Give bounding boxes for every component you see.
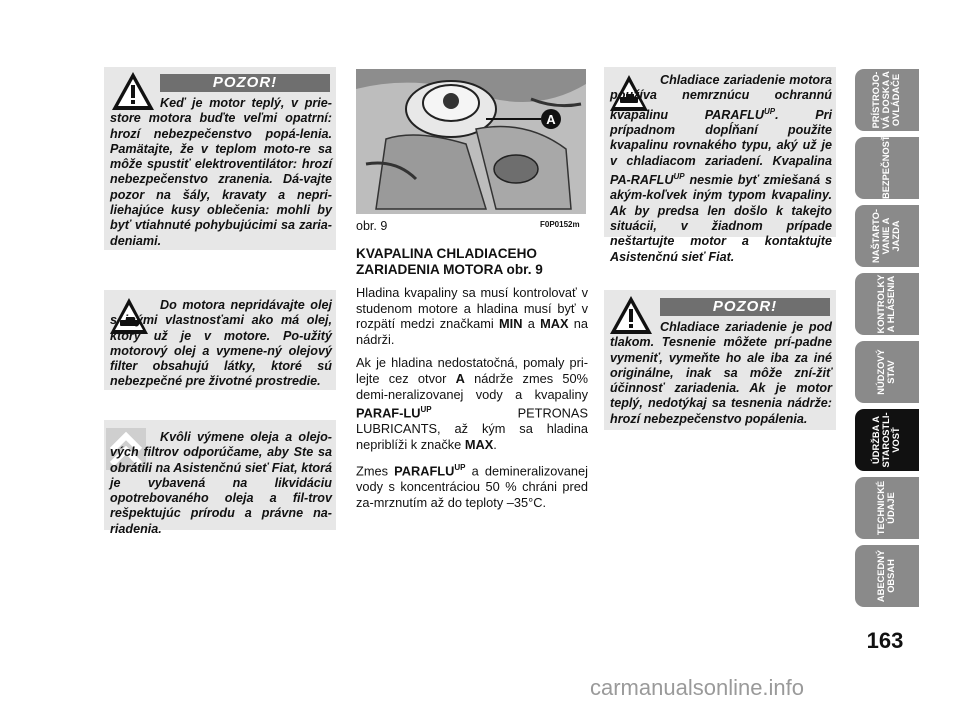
- tab-pristrojova-doska[interactable]: PRÍSTROJO- VÁ DOSKA A OVLÁDAČE: [855, 69, 919, 131]
- tab-abecedny-obsah[interactable]: ABECEDNÝ OBSAH: [855, 545, 919, 607]
- watermark: carmanualsonline.info: [590, 675, 805, 700]
- paragraph-mixture: Zmes $PARAFLU^{UP}$ a demineralizovanej vody s koncentráciou 50 % chráni pred za-mrznutím až do teploty –35°C.: [356, 463, 588, 510]
- pressure-warning-text: Chladiace zariadenie je pod tlakom. Tesnenie môžete prí-padne vymeniť, vymeňte ho ale iba za iné originálne, inak sa môže zní-žiť účinnosť zariadenia. Ak je motor teplý, nedotýkaj sa tesnenia nádrže: hrozí nebezpečenstvo popálenia.: [610, 320, 832, 426]
- page-number: 163: [866, 628, 904, 653]
- tab-udrzba-active[interactable]: ÚDRŽBA A STAROSTLI- VOSŤ: [855, 409, 919, 471]
- heading-line1: KVAPALINA CHLADIACEHO: [356, 246, 537, 261]
- engine-coolant-reservoir-photo: [356, 69, 586, 214]
- tab-kontrolky[interactable]: KONTROLKY A HLÁSENIA: [855, 273, 919, 335]
- warning-header: POZOR!: [660, 298, 830, 316]
- heading-figure-ref: obr. 9: [506, 262, 543, 277]
- tab-nastartovanie[interactable]: NAŠTARTO- VANIE A JAZDA: [855, 205, 919, 267]
- warning-text: Keď je motor teplý, v prie-store motora buďte veľmi opatrní: hrozí nebezpečenstvo popá-lenia. Pamätajte, že v teplom moto-re sa môže spustiť elektroventilátor: hrozí nebezpečenstvo zranenia. Dá-vajte pozor na šály, kravaty a nepri-liehajúce kusy oblečenia: mohli by byť vtiahnuté pohybujúcimi sa zaria-deniami.: [110, 96, 332, 248]
- tab-nudzovy-stav[interactable]: NÚDZOVÝ STAV: [855, 341, 919, 403]
- paragraph-level-check: Hladina kvapaliny sa musí kontrolovať v studenom motore a hladina musí byť v rozpätí medzi značkami MIN a MAX na nádrži.: [356, 285, 588, 347]
- tab-bezpecnost[interactable]: BEZPEČNOSŤ: [855, 137, 919, 199]
- environment-note-text: Do motora nepridávajte olej s inými vlastnosťami ako má olej, ktorý už je v motore. Po-užitý motorový olej a vymene-ný olejový filter obsahujú látky, ktoré sú nebezpečné pre životné prostredie.: [110, 298, 332, 389]
- tip-text: Kvôli výmene oleja a olejo-vých filtrov odporúčame, aby Ste sa obrátili na Asistenčnú sieť Fiat, ktorá je vybavená na likvidáciu opotrebovaného oleja a fil-trov rešpektujúc prírodu a právne na-riadenia.: [110, 430, 332, 536]
- section-heading: [356, 246, 588, 278]
- figure-caption: obr. 9: [356, 219, 388, 233]
- callout-a-label: A: [546, 112, 556, 127]
- figure-code: F0P0152m: [540, 220, 580, 229]
- body-text: [356, 285, 588, 518]
- heading-line2: ZARIADENIA MOTORA obr. 9: [356, 262, 543, 277]
- tab-technicke-udaje[interactable]: TECHNICKÉ ÚDAJE: [855, 477, 919, 539]
- coolant-environment-text: Chladiace zariadenie motora používa nemrznúcu ochrannú kvapalinu $PARAFLU^{UP}$. Pri prípadnom dopĺňaní použite kvapalinu rovnakého typu, aký už je v chladiacom zariadení. Kvapalina $PA-RAFLU^{UP}$ nesmie byť zmiešaná s akým-koľvek iným typom kvapaliny. Ak by predsa len došlo k takejto situácii, v žiadnom prípade neštartujte motor a kontaktujte Asistenčnú sieť Fiat.: [610, 73, 832, 264]
- paragraph-refill: Ak je hladina nedostatočná, pomaly pri-lejte cez otvor A nádrže zmes 50% demi-neralizovanej vody a kvapaliny PARAF-$LU^{UP}$ PETRONAS LUBRICANTS, až kým sa hladina nepriblíži k značke MAX.: [356, 355, 588, 452]
- warning-header: POZOR!: [160, 74, 330, 92]
